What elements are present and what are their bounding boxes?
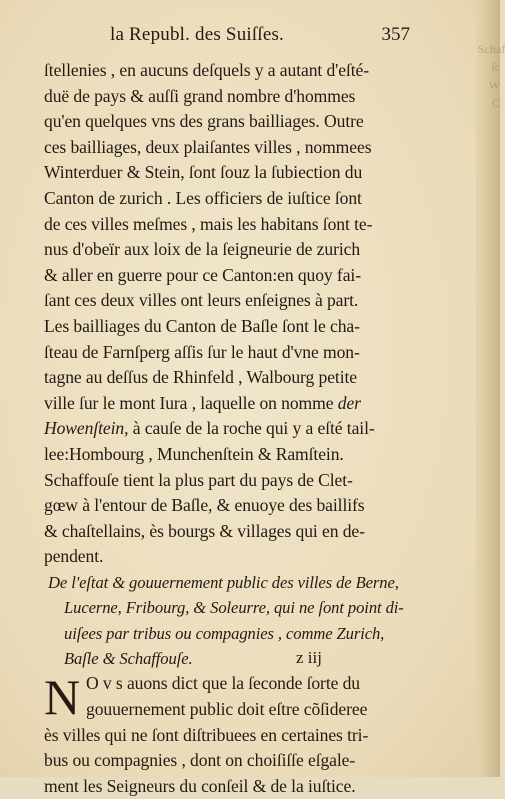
running-title: la Republ. des Suiſſes. xyxy=(110,24,285,45)
text-line: gœw à l'entour de Baſle, & enuoye des baillifs xyxy=(44,495,365,516)
section-heading xyxy=(48,570,416,672)
text-line: Canton de zurich . Les officiers de iuſtice ſont xyxy=(44,187,362,208)
heading-line: uiſees par tribus ou compagnies , comme Zurich, xyxy=(64,623,385,643)
heading-line: Baſle & Schaffouſe. xyxy=(64,649,193,669)
bleed-line: W xyxy=(488,78,500,92)
text-line: Les bailliages du Canton de Baſle ſont le cha- xyxy=(44,315,360,336)
text-line: nus d'obeïr aux loix de la ſeigneurie de zurich xyxy=(44,239,361,260)
paragraph-1 xyxy=(44,58,416,570)
page-header xyxy=(110,24,410,50)
text-line: O v s auons dict que la ſeconde ſorte du xyxy=(86,673,361,694)
bleed-line: C xyxy=(491,96,500,110)
italic-word: Howenſtein, xyxy=(44,418,129,439)
text-line: ment les Seigneurs du conſeil & de la iuſtice. xyxy=(44,775,356,796)
text-line: de ces villes meſmes , mais les habitans ſont te- xyxy=(44,213,373,234)
text-block xyxy=(44,58,416,799)
text-line: qu'en quelques vns des grans bailliages. Outre xyxy=(44,111,364,132)
heading-line: Lucerne, Fribourg, & Soleurre, qui ne ſont point di- xyxy=(64,598,404,618)
text-line: ſtellenies , en aucuns deſquels y a autant d'eſté- xyxy=(44,60,370,80)
text-line: & aller en guerre pour ce Canton:en quoy fai- xyxy=(44,264,361,285)
text-line: ſant ces deux villes ont leurs enſeignes à part. xyxy=(44,290,359,311)
text-line: lee:Hombourg , Munchenſtein & Ramſtein. xyxy=(44,443,344,464)
text-line: gouuernement public doit eſtre cõſideree xyxy=(86,699,368,720)
text-line: ſteau de Farnſperg aſſis ſur le haut d'vne mon- xyxy=(44,341,360,362)
text-line: ès villes qui ne ſont diſtribuees en certaines tri- xyxy=(44,724,369,745)
bleed-line: Schaf xyxy=(478,42,505,56)
bleed-through-text xyxy=(478,40,505,130)
page-number: 357 xyxy=(381,24,410,45)
italic-word: der xyxy=(337,392,361,413)
paragraph-2 xyxy=(44,671,416,799)
bleed-line: ſc xyxy=(491,60,500,74)
text-line: Schaffouſe tient la plus part du pays de Clet- xyxy=(44,469,353,490)
text-line: ces bailliages, deux plaiſantes villes , nommees xyxy=(44,136,372,157)
heading-line: De l'eſtat & gouuernement public des villes de Berne, xyxy=(48,572,399,592)
text-line: pendent. xyxy=(44,546,104,567)
text-line xyxy=(44,416,416,442)
text-line xyxy=(44,391,416,417)
text-line: duë de pays & auſſi grand nombre d'hommes xyxy=(44,85,356,106)
text-line: tagne au deſſus de Rhinfeld , Walbourg petite xyxy=(44,367,357,388)
text-segment: ville ſur le mont Iura , laquelle on nomme xyxy=(44,392,334,413)
text-segment: à cauſe de la roche qui y a eſté tail- xyxy=(132,418,375,439)
text-line: & chaſtellains, ès bourgs & villages qui en de- xyxy=(44,520,365,541)
text-line: bus ou compagnies , dont on choiſiſſe eſgale- xyxy=(44,750,356,771)
text-line: Winterduer & Stein, ſont ſouz la ſubiection du xyxy=(44,162,363,183)
drop-cap: N xyxy=(44,669,81,726)
signature-mark: z iij xyxy=(296,648,322,667)
